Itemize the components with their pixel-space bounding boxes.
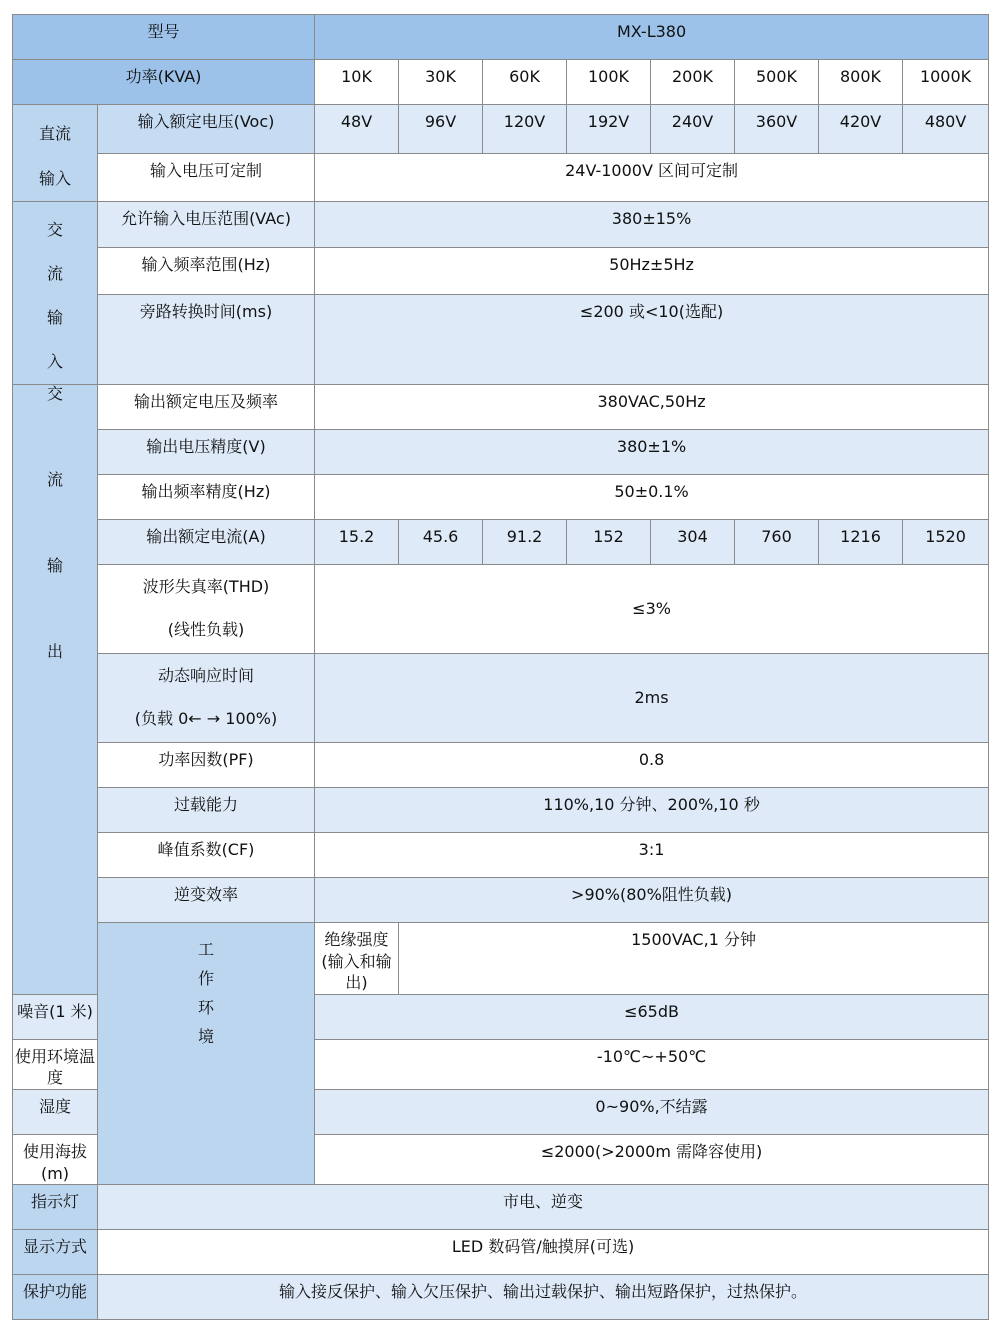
dc-rated-voltage-row — [13, 105, 989, 154]
output-current-cell: 1520 — [903, 520, 989, 565]
bypass-time-value: ≤200 或<10(选配) — [315, 294, 989, 385]
response-value: 2ms — [315, 654, 989, 743]
power-row — [13, 60, 989, 105]
pf-value: 0.8 — [315, 743, 989, 788]
cf-label: 峰值系数(CF) — [98, 833, 315, 878]
ac-input-freq-row — [13, 248, 989, 294]
output-voltage-accuracy-value: 380±1% — [315, 430, 989, 475]
overload-value: 110%,10 分钟、200%,10 秒 — [315, 788, 989, 833]
temperature-value: -10℃~+50℃ — [315, 1039, 989, 1089]
dc-custom-row — [13, 153, 989, 202]
dc-input-category: 直流输入 — [13, 105, 98, 202]
output-current-cell: 91.2 — [483, 520, 567, 565]
power-cell: 10K — [315, 60, 399, 105]
model-row — [13, 15, 989, 60]
ac-input-freq-value: 50Hz±5Hz — [315, 248, 989, 294]
output-freq-accuracy-value: 50±0.1% — [315, 475, 989, 520]
thd-value: ≤3% — [315, 565, 989, 654]
protection-label: 保护功能 — [13, 1275, 98, 1320]
ac-output-category: 交 流 输 出 — [13, 385, 98, 995]
protection-value: 输入接反保护、输入欠压保护、输出过载保护、输出短路保护，过热保护。 — [98, 1275, 989, 1320]
output-current-cell: 760 — [735, 520, 819, 565]
dc-voltage-cell: 480V — [903, 105, 989, 154]
display-value: LED 数码管/触摸屏(可选) — [98, 1230, 989, 1275]
output-rated-voltage-label: 输出额定电压及频率 — [98, 385, 315, 430]
output-freq-accuracy-row — [13, 475, 989, 520]
pf-label: 功率因数(PF) — [98, 743, 315, 788]
dc-voltage-cell: 192V — [567, 105, 651, 154]
dc-voltage-cell: 48V — [315, 105, 399, 154]
overload-label: 过载能力 — [98, 788, 315, 833]
output-rated-current-label: 输出额定电流(A) — [98, 520, 315, 565]
indicator-label: 指示灯 — [13, 1185, 98, 1230]
cf-value: 3:1 — [315, 833, 989, 878]
thd-row — [13, 565, 989, 654]
efficiency-row — [13, 878, 989, 923]
insulation-label: 绝缘强度(输入和输出) — [315, 923, 399, 995]
output-rated-voltage-row — [13, 385, 989, 430]
dc-voltage-cell: 120V — [483, 105, 567, 154]
output-current-cell: 45.6 — [399, 520, 483, 565]
ac-input-category: 交 流 输 入 — [13, 202, 98, 385]
display-row — [13, 1230, 989, 1275]
output-rated-voltage-value: 380VAC,50Hz — [315, 385, 989, 430]
dc-custom-value: 24V-1000V 区间可定制 — [315, 153, 989, 202]
humidity-value: 0~90%,不结露 — [315, 1089, 989, 1134]
output-current-cell: 15.2 — [315, 520, 399, 565]
pf-row — [13, 743, 989, 788]
power-cell: 200K — [651, 60, 735, 105]
thd-label-line2: (线性负载) — [167, 620, 245, 639]
ac-input-voltage-label: 允许输入电压范围(VAc) — [98, 202, 315, 248]
power-label: 功率(KVA) — [13, 60, 315, 105]
dc-voltage-cell: 240V — [651, 105, 735, 154]
output-voltage-accuracy-row — [13, 430, 989, 475]
environment-category: 工 作 环 境 — [98, 923, 315, 1185]
response-label-line2: (负载 0← → 100%) — [134, 709, 278, 728]
response-row — [13, 654, 989, 743]
model-value: MX-L380 — [315, 15, 989, 60]
dc-custom-label: 输入电压可定制 — [98, 153, 315, 202]
dc-voltage-cell: 420V — [819, 105, 903, 154]
power-cell: 800K — [819, 60, 903, 105]
output-current-cell: 1216 — [819, 520, 903, 565]
output-current-cell: 304 — [651, 520, 735, 565]
indicator-value: 市电、逆变 — [98, 1185, 989, 1230]
temperature-label: 使用环境温度 — [13, 1039, 98, 1089]
bypass-time-row — [13, 294, 989, 385]
thd-label-line1: 波形失真率(THD) — [142, 577, 270, 596]
bypass-time-label: 旁路转换时间(ms) — [98, 294, 315, 385]
cf-row — [13, 833, 989, 878]
insulation-value: 1500VAC,1 分钟 — [399, 923, 989, 995]
efficiency-value: >90%(80%阻性负载) — [315, 878, 989, 923]
output-voltage-accuracy-label: 输出电压精度(V) — [98, 430, 315, 475]
power-cell: 100K — [567, 60, 651, 105]
noise-value: ≤65dB — [315, 994, 989, 1039]
protection-row — [13, 1275, 989, 1320]
response-label — [98, 654, 315, 743]
power-cell: 30K — [399, 60, 483, 105]
output-freq-accuracy-label: 输出频率精度(Hz) — [98, 475, 315, 520]
power-cell: 500K — [735, 60, 819, 105]
ac-input-voltage-value: 380±15% — [315, 202, 989, 248]
indicator-row — [13, 1185, 989, 1230]
insulation-row — [13, 923, 989, 995]
dc-voltage-cell: 96V — [399, 105, 483, 154]
overload-row — [13, 788, 989, 833]
output-rated-current-row — [13, 520, 989, 565]
altitude-value: ≤2000(>2000m 需降容使用) — [315, 1134, 989, 1184]
thd-label — [98, 565, 315, 654]
ac-input-freq-label: 输入频率范围(Hz) — [98, 248, 315, 294]
humidity-label: 湿度 — [13, 1089, 98, 1134]
efficiency-label: 逆变效率 — [98, 878, 315, 923]
output-current-cell: 152 — [567, 520, 651, 565]
altitude-label: 使用海拔(m) — [13, 1134, 98, 1184]
model-label: 型号 — [13, 15, 315, 60]
power-cell: 60K — [483, 60, 567, 105]
ac-input-voltage-row — [13, 202, 989, 248]
spec-table — [12, 14, 989, 1320]
noise-label: 噪音(1 米) — [13, 994, 98, 1039]
display-label: 显示方式 — [13, 1230, 98, 1275]
response-label-line1: 动态响应时间 — [158, 666, 255, 685]
power-cell: 1000K — [903, 60, 989, 105]
dc-voltage-cell: 360V — [735, 105, 819, 154]
dc-rated-voltage-label: 输入额定电压(Voc) — [98, 105, 315, 154]
